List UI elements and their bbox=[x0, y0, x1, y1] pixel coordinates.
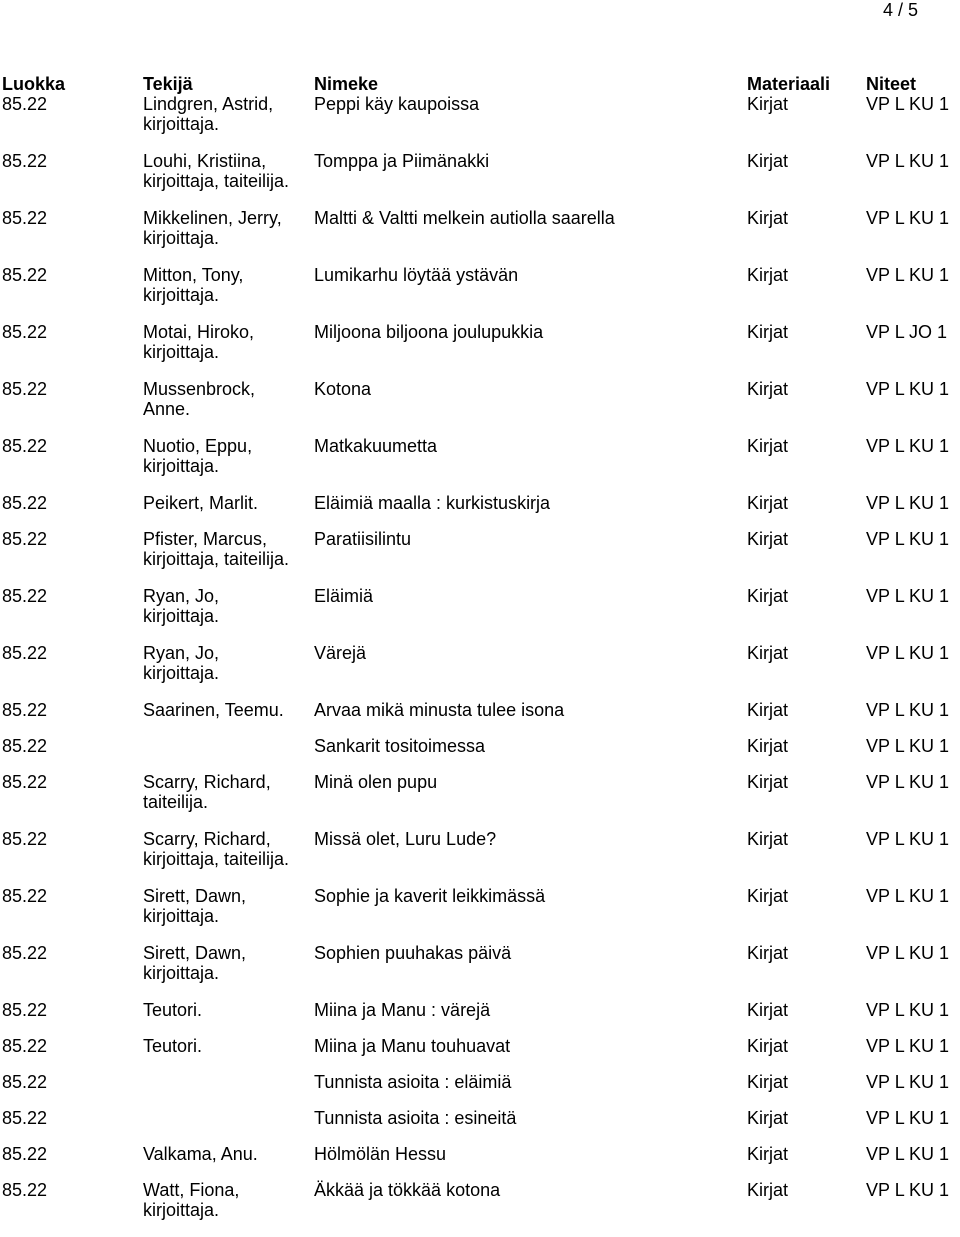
table-row bbox=[2, 1180, 958, 1237]
notes-cell: VP L KU 1 bbox=[866, 1000, 950, 1020]
author-cell bbox=[143, 379, 314, 436]
material-cell: Kirjat bbox=[747, 436, 789, 456]
class-cell: 85.22 bbox=[2, 379, 48, 399]
title-cell: Minä olen pupu bbox=[314, 772, 438, 792]
header-row bbox=[2, 74, 958, 94]
author-line: Scarry, Richard, bbox=[143, 829, 271, 849]
material-cell: Kirjat bbox=[747, 1108, 789, 1128]
notes-cell: VP L KU 1 bbox=[866, 1036, 950, 1056]
notes-cell: VP L KU 1 bbox=[866, 151, 950, 171]
page-number: 4 / 5 bbox=[882, 0, 918, 20]
author-cell bbox=[143, 1000, 314, 1036]
author-line: Mikkelinen, Jerry, bbox=[143, 208, 282, 228]
author-line: kirjoittaja. bbox=[143, 456, 220, 476]
title-cell: Miljoona biljoona joulupukkia bbox=[314, 322, 544, 342]
material-cell: Kirjat bbox=[747, 493, 789, 513]
notes-cell: VP L KU 1 bbox=[866, 1072, 950, 1092]
title-cell: Sophie ja kaverit leikkimässä bbox=[314, 886, 546, 906]
title-cell: Kotona bbox=[314, 379, 372, 399]
title-cell: Sophien puuhakas päivä bbox=[314, 943, 512, 963]
table-row bbox=[2, 322, 958, 379]
table-row bbox=[2, 1000, 958, 1036]
table-row bbox=[2, 94, 958, 151]
title-cell: Matkakuumetta bbox=[314, 436, 438, 456]
notes-cell: VP L KU 1 bbox=[866, 643, 950, 663]
title-cell: Eläimiä maalla : kurkistuskirja bbox=[314, 493, 551, 513]
title-cell: Hölmölän Hessu bbox=[314, 1144, 447, 1164]
notes-cell: VP L KU 1 bbox=[866, 379, 950, 399]
column-header-title: Nimeke bbox=[314, 74, 379, 94]
author-cell bbox=[143, 322, 314, 379]
material-cell: Kirjat bbox=[747, 736, 789, 756]
author-cell bbox=[143, 1072, 314, 1108]
table-row bbox=[2, 493, 958, 529]
title-cell: Tunnista asioita : eläimiä bbox=[314, 1072, 512, 1092]
author-line: Mussenbrock, bbox=[143, 379, 256, 399]
notes-cell: VP L KU 1 bbox=[866, 94, 950, 114]
notes-cell: VP L KU 1 bbox=[866, 943, 950, 963]
material-cell: Kirjat bbox=[747, 1180, 789, 1200]
material-cell: Kirjat bbox=[747, 1036, 789, 1056]
class-cell: 85.22 bbox=[2, 1072, 48, 1092]
class-cell: 85.22 bbox=[2, 1180, 48, 1200]
table-row bbox=[2, 829, 958, 886]
class-cell: 85.22 bbox=[2, 829, 48, 849]
author-cell bbox=[143, 151, 314, 208]
table-row bbox=[2, 586, 958, 643]
material-cell: Kirjat bbox=[747, 265, 789, 285]
material-cell: Kirjat bbox=[747, 772, 789, 792]
column-header-material: Materiaali bbox=[747, 74, 831, 94]
notes-cell: VP L KU 1 bbox=[866, 1108, 950, 1128]
class-cell: 85.22 bbox=[2, 1000, 48, 1020]
column-header-author: Tekijä bbox=[143, 74, 193, 94]
title-cell: Äkkää ja tökkää kotona bbox=[314, 1180, 501, 1200]
table-row bbox=[2, 151, 958, 208]
material-cell: Kirjat bbox=[747, 1072, 789, 1092]
table-row bbox=[2, 943, 958, 1000]
notes-cell: VP L JO 1 bbox=[866, 322, 948, 342]
notes-cell: VP L KU 1 bbox=[866, 586, 950, 606]
author-line: Anne. bbox=[143, 399, 191, 419]
table-row bbox=[2, 436, 958, 493]
author-line: Saarinen, Teemu. bbox=[143, 700, 284, 720]
title-cell: Miina ja Manu touhuavat bbox=[314, 1036, 511, 1056]
material-cell: Kirjat bbox=[747, 829, 789, 849]
author-line: Louhi, Kristiina, bbox=[143, 151, 267, 171]
table-row bbox=[2, 265, 958, 322]
author-cell bbox=[143, 829, 314, 886]
author-line: Motai, Hiroko, bbox=[143, 322, 255, 342]
author-line: Pfister, Marcus, bbox=[143, 529, 268, 549]
class-cell: 85.22 bbox=[2, 322, 48, 342]
author-line: kirjoittaja, taiteilija. bbox=[143, 549, 290, 569]
class-cell: 85.22 bbox=[2, 1108, 48, 1128]
author-line: Ryan, Jo, bbox=[143, 586, 220, 606]
class-cell: 85.22 bbox=[2, 265, 48, 285]
author-cell bbox=[143, 586, 314, 643]
material-cell: Kirjat bbox=[747, 1144, 789, 1164]
author-line: kirjoittaja, taiteilija. bbox=[143, 849, 290, 869]
author-cell bbox=[143, 736, 314, 772]
author-line: Mitton, Tony, bbox=[143, 265, 244, 285]
author-line: Lindgren, Astrid, bbox=[143, 94, 274, 114]
author-cell bbox=[143, 700, 314, 736]
material-cell: Kirjat bbox=[747, 151, 789, 171]
material-cell: Kirjat bbox=[747, 94, 789, 114]
title-cell: Maltti & Valtti melkein autiolla saarella bbox=[314, 208, 615, 228]
class-cell: 85.22 bbox=[2, 529, 48, 549]
book-list-body bbox=[2, 94, 958, 1237]
notes-cell: VP L KU 1 bbox=[866, 1180, 950, 1200]
class-cell: 85.22 bbox=[2, 943, 48, 963]
author-cell bbox=[143, 1144, 314, 1180]
title-cell: Lumikarhu löytää ystävän bbox=[314, 265, 519, 285]
material-cell: Kirjat bbox=[747, 208, 789, 228]
material-cell: Kirjat bbox=[747, 529, 789, 549]
material-cell: Kirjat bbox=[747, 322, 789, 342]
author-cell bbox=[143, 943, 314, 1000]
column-header-notes: Niteet bbox=[866, 74, 917, 94]
author-line: kirjoittaja. bbox=[143, 228, 220, 248]
class-cell: 85.22 bbox=[2, 493, 48, 513]
author-line: Sirett, Dawn, bbox=[143, 943, 247, 963]
class-cell: 85.22 bbox=[2, 151, 48, 171]
title-cell: Arvaa mikä minusta tulee isona bbox=[314, 700, 565, 720]
material-cell: Kirjat bbox=[747, 586, 789, 606]
class-cell: 85.22 bbox=[2, 886, 48, 906]
material-cell: Kirjat bbox=[747, 379, 789, 399]
table-row bbox=[2, 1108, 958, 1144]
author-line: Ryan, Jo, bbox=[143, 643, 220, 663]
author-line: kirjoittaja. bbox=[143, 606, 220, 626]
notes-cell: VP L KU 1 bbox=[866, 493, 950, 513]
author-cell bbox=[143, 529, 314, 586]
author-line: Scarry, Richard, bbox=[143, 772, 271, 792]
class-cell: 85.22 bbox=[2, 586, 48, 606]
notes-cell: VP L KU 1 bbox=[866, 208, 950, 228]
author-cell bbox=[143, 1108, 314, 1144]
notes-cell: VP L KU 1 bbox=[866, 736, 950, 756]
author-line: kirjoittaja. bbox=[143, 1200, 220, 1220]
title-cell: Tomppa ja Piimänakki bbox=[314, 151, 490, 171]
table-row bbox=[2, 208, 958, 265]
table-row bbox=[2, 379, 958, 436]
notes-cell: VP L KU 1 bbox=[866, 829, 950, 849]
author-line: kirjoittaja. bbox=[143, 114, 220, 134]
author-cell bbox=[143, 265, 314, 322]
title-cell: Värejä bbox=[314, 643, 367, 663]
title-cell: Tunnista asioita : esineitä bbox=[314, 1108, 517, 1128]
table-row bbox=[2, 1072, 958, 1108]
table-row bbox=[2, 886, 958, 943]
class-cell: 85.22 bbox=[2, 1036, 48, 1056]
title-cell: Missä olet, Luru Lude? bbox=[314, 829, 497, 849]
author-line: Teutori. bbox=[143, 1036, 203, 1056]
title-cell: Sankarit tositoimessa bbox=[314, 736, 486, 756]
author-line: kirjoittaja. bbox=[143, 963, 220, 983]
notes-cell: VP L KU 1 bbox=[866, 1144, 950, 1164]
title-cell: Miina ja Manu : värejä bbox=[314, 1000, 491, 1020]
author-cell bbox=[143, 94, 314, 151]
book-list-table bbox=[2, 74, 958, 1237]
table-row bbox=[2, 772, 958, 829]
column-header-class: Luokka bbox=[2, 74, 66, 94]
author-line: Sirett, Dawn, bbox=[143, 886, 247, 906]
title-cell: Peppi käy kaupoissa bbox=[314, 94, 480, 114]
title-cell: Paratiisilintu bbox=[314, 529, 412, 549]
author-line: Nuotio, Eppu, bbox=[143, 436, 253, 456]
table-row bbox=[2, 736, 958, 772]
author-cell bbox=[143, 886, 314, 943]
author-line: kirjoittaja. bbox=[143, 342, 220, 362]
title-cell: Eläimiä bbox=[314, 586, 374, 606]
class-cell: 85.22 bbox=[2, 94, 48, 114]
table-row bbox=[2, 1144, 958, 1180]
table-row bbox=[2, 1036, 958, 1072]
table-row bbox=[2, 700, 958, 736]
notes-cell: VP L KU 1 bbox=[866, 700, 950, 720]
author-line: Teutori. bbox=[143, 1000, 203, 1020]
class-cell: 85.22 bbox=[2, 208, 48, 228]
author-cell bbox=[143, 493, 314, 529]
notes-cell: VP L KU 1 bbox=[866, 529, 950, 549]
notes-cell: VP L KU 1 bbox=[866, 886, 950, 906]
material-cell: Kirjat bbox=[747, 943, 789, 963]
author-line: kirjoittaja, taiteilija. bbox=[143, 171, 290, 191]
author-line: Peikert, Marlit. bbox=[143, 493, 259, 513]
table-row bbox=[2, 643, 958, 700]
author-cell bbox=[143, 1180, 314, 1237]
material-cell: Kirjat bbox=[747, 700, 789, 720]
author-line: Watt, Fiona, bbox=[143, 1180, 240, 1200]
class-cell: 85.22 bbox=[2, 700, 48, 720]
material-cell: Kirjat bbox=[747, 886, 789, 906]
author-line: taiteilija. bbox=[143, 792, 209, 812]
class-cell: 85.22 bbox=[2, 1144, 48, 1164]
notes-cell: VP L KU 1 bbox=[866, 436, 950, 456]
notes-cell: VP L KU 1 bbox=[866, 265, 950, 285]
class-cell: 85.22 bbox=[2, 772, 48, 792]
class-cell: 85.22 bbox=[2, 643, 48, 663]
notes-cell: VP L KU 1 bbox=[866, 772, 950, 792]
author-line: kirjoittaja. bbox=[143, 906, 220, 926]
author-cell bbox=[143, 643, 314, 700]
author-cell bbox=[143, 208, 314, 265]
table-row bbox=[2, 529, 958, 586]
material-cell: Kirjat bbox=[747, 643, 789, 663]
class-cell: 85.22 bbox=[2, 436, 48, 456]
author-line: kirjoittaja. bbox=[143, 663, 220, 683]
material-cell: Kirjat bbox=[747, 1000, 789, 1020]
author-cell bbox=[143, 436, 314, 493]
author-cell bbox=[143, 1036, 314, 1072]
author-line: kirjoittaja. bbox=[143, 285, 220, 305]
author-cell bbox=[143, 772, 314, 829]
author-line: Valkama, Anu. bbox=[143, 1144, 258, 1164]
class-cell: 85.22 bbox=[2, 736, 48, 756]
